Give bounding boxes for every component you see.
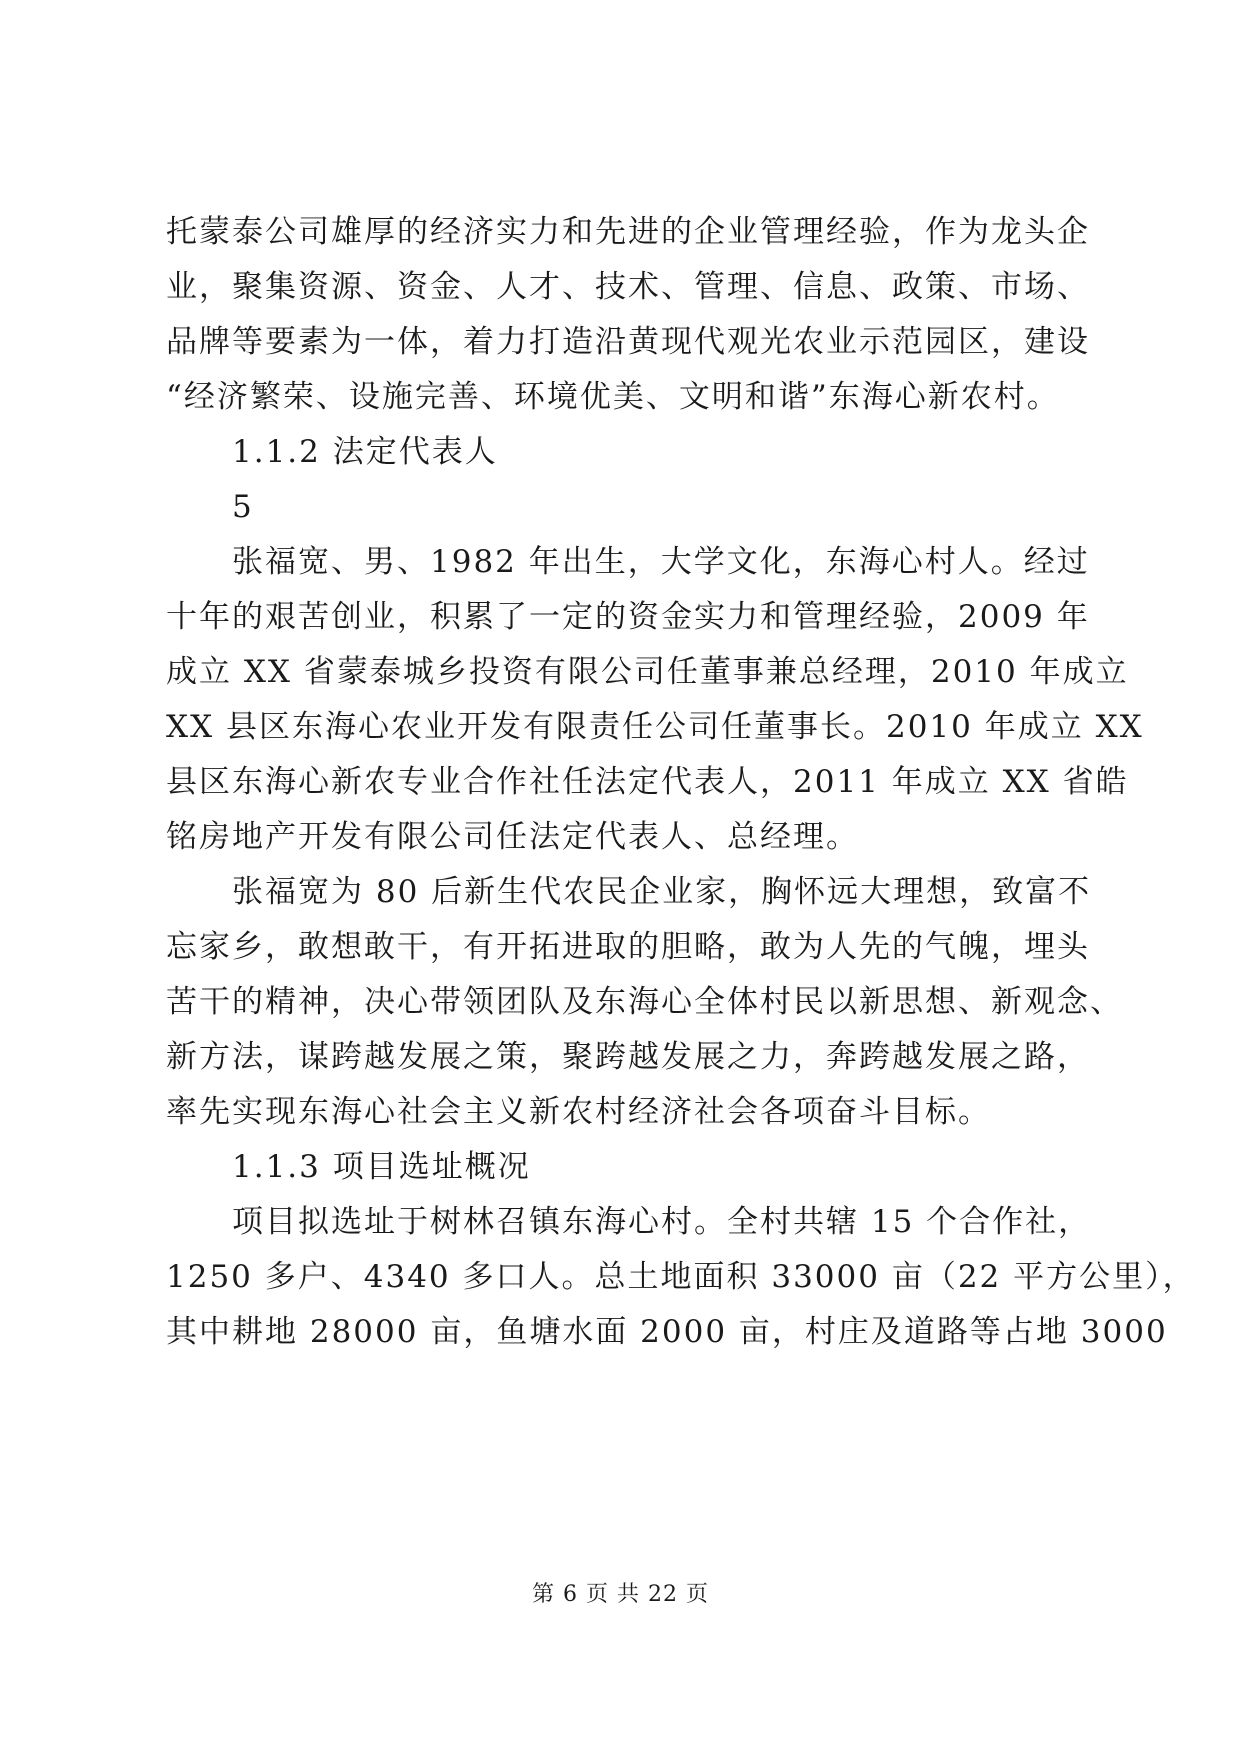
text-line: 托蒙泰公司雄厚的经济实力和先进的企业管理经验，作为龙头企 [166,214,1090,250]
text-line: 品牌等要素为一体，着力打造沿黄现代观光农业示范园区，建设 [166,324,1090,360]
text-line: 新方法，谋跨越发展之策，聚跨越发展之力，奔跨越发展之路， [166,1039,1090,1075]
text-line: 项目拟选址于树林召镇东海心村。全村共辖 15 个合作社， [232,1204,1092,1240]
text-line: XX 县区东海心农业开发有限责任公司任董事长。2010 年成立 XX [166,709,1144,745]
text-line: 县区东海心新农专业合作社任法定代表人，2011 年成立 XX 省皓 [166,764,1129,800]
section-heading: 1.1.2 法定代表人 [232,434,498,470]
text-line: 张福宽、男、1982 年出生，大学文化，东海心村人。经过 [232,544,1090,580]
text-line: 业，聚集资源、资金、人才、技术、管理、信息、政策、市场、 [166,269,1090,305]
page-number-marker: 5 [232,489,254,525]
text-line: 张福宽为 80 后新生代农民企业家，胸怀远大理想，致富不 [232,874,1092,910]
text-line: 成立 XX 省蒙泰城乡投资有限公司任董事兼总经理，2010 年成立 [166,654,1129,690]
page-footer: 第 6 页 共 22 页 [532,1582,709,1607]
section-heading: 1.1.3 项目选址概况 [232,1149,531,1185]
text-line: “经济繁荣、设施完善、环境优美、文明和谐”东海心新农村。 [166,379,1060,415]
text-line: 苦干的精神，决心带领团队及东海心全体村民以新思想、新观念、 [166,984,1123,1020]
text-line: 十年的艰苦创业，积累了一定的资金实力和管理经验，2009 年 [166,599,1090,635]
text-line: 铭房地产开发有限公司任法定代表人、总经理。 [166,819,859,855]
text-line: 忘家乡，敢想敢干，有开拓进取的胆略，敢为人先的气魄，埋头 [166,929,1090,965]
text-line: 其中耕地 28000 亩，鱼塘水面 2000 亩，村庄及道路等占地 3000 [166,1314,1168,1350]
text-line: 1250 多户、4340 多口人。总土地面积 33000 亩（22 平方公里）， [166,1259,1196,1295]
text-line: 率先实现东海心社会主义新农村经济社会各项奋斗目标。 [166,1094,991,1130]
